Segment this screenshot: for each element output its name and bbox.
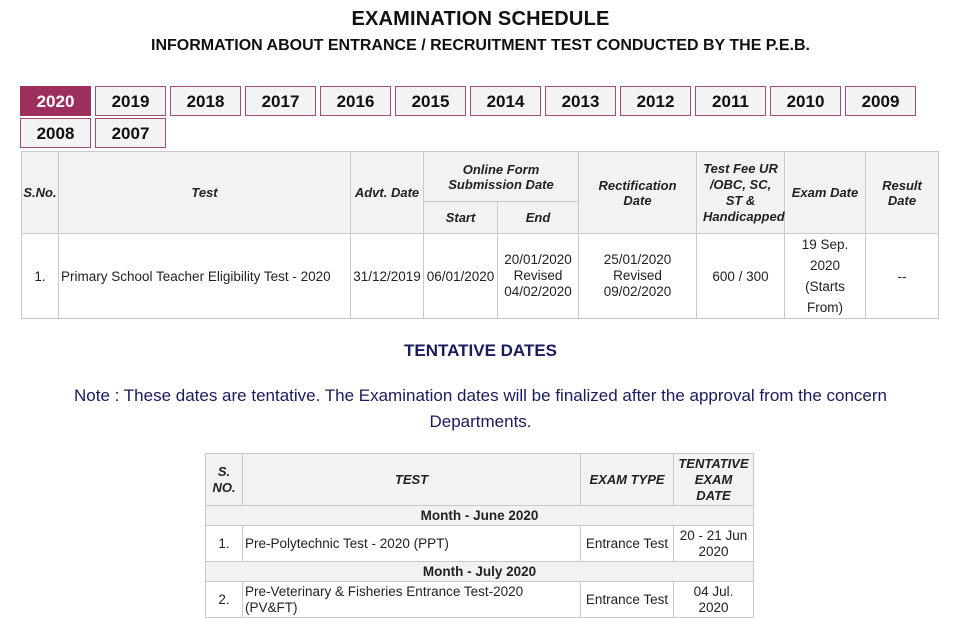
tent-date-line-2: 2020: [698, 599, 729, 615]
tab-2014[interactable]: 2014: [470, 86, 541, 116]
cell-start-date: 06/01/2020: [424, 234, 498, 319]
cell-advt-date: 31/12/2019: [351, 234, 424, 319]
tent-cell-date: [674, 582, 754, 618]
tab-2013[interactable]: 2013: [545, 86, 616, 116]
rect-date-revised: 09/02/2020: [603, 284, 672, 299]
end-date-revised-label: Revised: [513, 268, 563, 283]
tent-date-line-1: 04 Jul.: [693, 583, 734, 599]
header-sno: S.No.: [22, 152, 59, 234]
table-row: [206, 526, 754, 562]
tent-cell-sno: 2.: [206, 582, 243, 618]
cell-exam-date: [785, 234, 866, 319]
tent-test-line-1: Pre-Veterinary & Fisheries Entrance Test-2020: [245, 583, 524, 599]
tab-2011[interactable]: 2011: [695, 86, 766, 116]
header-result-date: Result Date: [866, 152, 939, 234]
exam-date-line-2: 2020: [809, 258, 841, 273]
tab-2016[interactable]: 2016: [320, 86, 391, 116]
tab-2018[interactable]: 2018: [170, 86, 241, 116]
tab-2010[interactable]: 2010: [770, 86, 841, 116]
tent-header-test: TEST: [243, 454, 581, 506]
rect-date-revised-label: Revised: [613, 268, 662, 283]
month-group-june: Month - June 2020: [206, 506, 754, 526]
cell-test: Primary School Teacher Eligibility Test - 2020: [59, 234, 351, 319]
tent-header-sno: [206, 454, 243, 506]
tab-2009[interactable]: 2009: [845, 86, 916, 116]
cell-result-date: --: [866, 234, 939, 319]
tent-cell-type: Entrance Test: [581, 582, 674, 618]
tent-header-sno-line-1: S.: [217, 463, 231, 479]
header-online-form: Online Form Submission Date: [424, 152, 579, 202]
table-row: [206, 582, 754, 618]
tab-2020[interactable]: 2020: [20, 86, 91, 116]
exam-date-line-4: From): [807, 300, 844, 315]
header-exam-date: Exam Date: [785, 152, 866, 234]
table-row: [22, 234, 939, 319]
tent-cell-type: Entrance Test: [581, 526, 674, 562]
tent-header-date-line-1: TENTATIVE: [678, 455, 749, 471]
page-title: EXAMINATION SCHEDULE: [351, 8, 610, 30]
tent-test-line-2: (PV&FT): [245, 599, 298, 615]
tab-2008[interactable]: 2008: [20, 118, 91, 148]
tab-2007[interactable]: 2007: [95, 118, 166, 148]
page-subtitle: INFORMATION ABOUT ENTRANCE / RECRUITMENT TEST CONDUCTED BY THE P.E.B.: [151, 37, 810, 54]
tentative-note: Note : These dates are tentative. The Examination dates will be finalized after the approval from the concern Departments.: [74, 386, 887, 431]
end-date-revised: 04/02/2020: [504, 284, 572, 299]
tab-2017[interactable]: 2017: [245, 86, 316, 116]
tent-header-date-line-3: DATE: [696, 487, 731, 503]
cell-sno: 1.: [22, 234, 59, 319]
tent-date-line-2: 2020: [698, 543, 729, 559]
exam-schedule-table: [21, 151, 939, 319]
tent-cell-test: Pre-Polytechnic Test - 2020 (PPT): [243, 526, 581, 562]
header-test-fee: Test Fee UR /OBC, SC, ST & Handicapped: [697, 152, 785, 234]
tab-2015[interactable]: 2015: [395, 86, 466, 116]
tent-header-date: [674, 454, 754, 506]
rect-date-original: 25/01/2020: [603, 252, 672, 267]
cell-rectification-date: [579, 234, 697, 319]
header-rectification: Rectification Date: [579, 152, 697, 234]
cell-end-date: [498, 234, 579, 319]
tent-header-sno-line-2: NO.: [212, 479, 236, 495]
end-date-original: 20/01/2020: [504, 252, 572, 267]
tent-header-date-line-2: EXAM: [694, 471, 733, 487]
header-advt-date: Advt. Date: [351, 152, 424, 234]
tent-date-line-1: 20 - 21 Jun: [679, 527, 748, 543]
exam-date-line-3: (Starts: [805, 279, 845, 294]
header-test: Test: [59, 152, 351, 234]
tab-2012[interactable]: 2012: [620, 86, 691, 116]
tentative-dates-heading: TENTATIVE DATES: [404, 341, 557, 360]
tentative-dates-table: [205, 453, 754, 618]
cell-test-fee: 600 / 300: [697, 234, 785, 319]
tent-header-exam-type: EXAM TYPE: [581, 454, 674, 506]
tent-cell-sno: 1.: [206, 526, 243, 562]
tent-cell-date: [674, 526, 754, 562]
month-group-july: Month - July 2020: [206, 562, 754, 582]
header-end: End: [498, 202, 579, 234]
tab-2019[interactable]: 2019: [95, 86, 166, 116]
tent-cell-test: [243, 582, 581, 618]
exam-date-line-1: 19 Sep.: [801, 237, 849, 252]
header-start: Start: [424, 202, 498, 234]
